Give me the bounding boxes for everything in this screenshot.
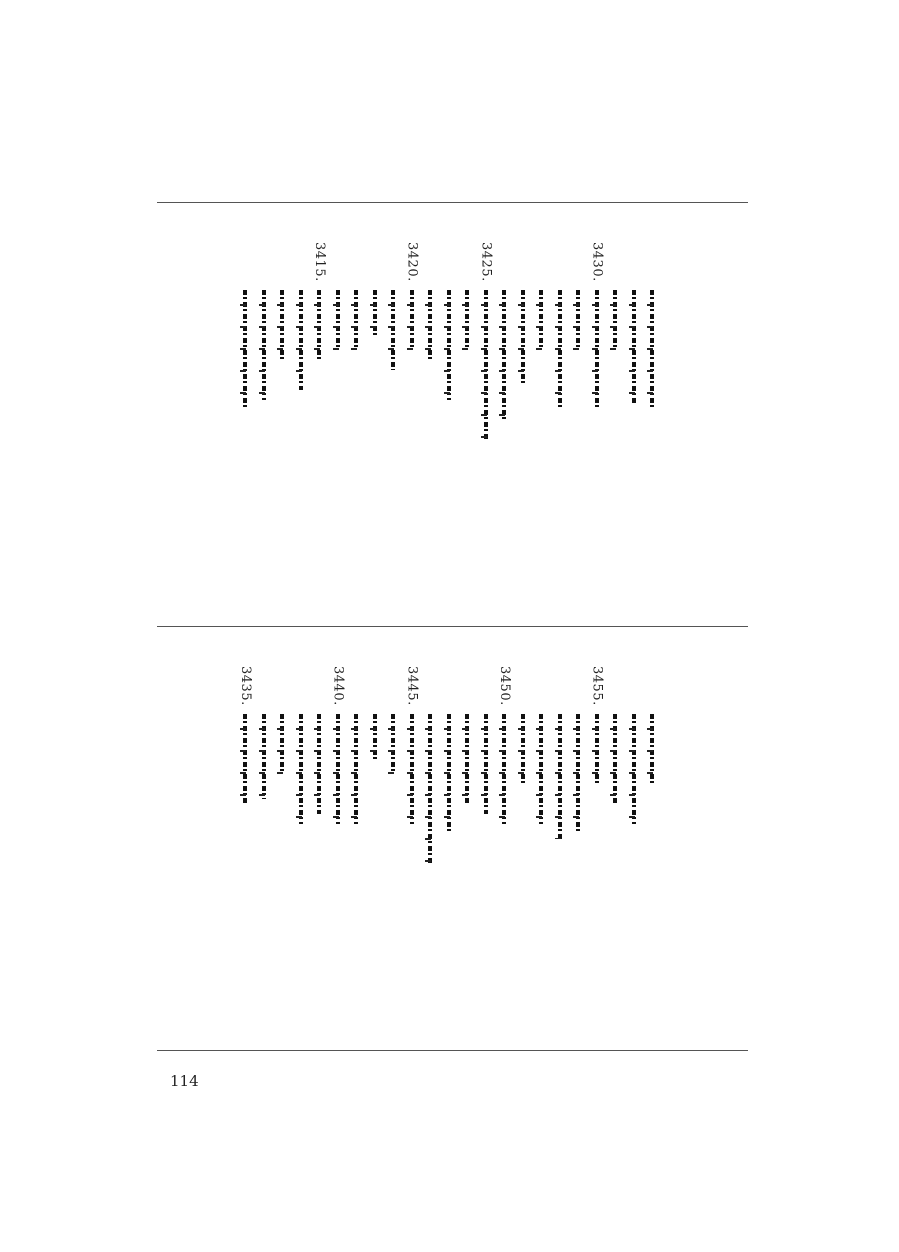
- verse-line: [311, 666, 327, 1026]
- line-number: 3425.: [478, 242, 494, 282]
- verse-line: [589, 242, 605, 602]
- script-stroke: [647, 714, 653, 784]
- verse-line: [256, 666, 272, 1026]
- script-stroke: [388, 714, 394, 774]
- script-stroke: [277, 714, 283, 774]
- line-number: 3420.: [404, 242, 420, 282]
- script-stroke: [629, 290, 635, 405]
- line-number: 3435.: [238, 666, 253, 706]
- script-stroke: [333, 714, 339, 824]
- line-number: 3455.: [589, 666, 605, 706]
- verse-line: [274, 242, 290, 602]
- script-stroke: [425, 290, 431, 360]
- verse-line: [293, 242, 309, 602]
- verse-line: [422, 666, 438, 1026]
- verse-line: [237, 242, 253, 602]
- top-rule: [157, 202, 748, 203]
- verse-line: [404, 666, 420, 1026]
- verse-line: [441, 666, 457, 1026]
- upper-verse-block: [157, 242, 748, 602]
- script-stroke: [555, 714, 561, 839]
- verse-line: [589, 666, 605, 1026]
- verse-line: [533, 666, 549, 1026]
- verse-line: [644, 242, 660, 602]
- script-stroke: [555, 290, 561, 410]
- script-stroke: [370, 714, 376, 759]
- lower-verse-block: [157, 666, 748, 1026]
- verse-line: [293, 666, 309, 1026]
- script-stroke: [314, 290, 320, 360]
- script-stroke: [259, 290, 265, 400]
- verse-line: [459, 242, 475, 602]
- verse-line: [496, 666, 512, 1026]
- script-stroke: [499, 290, 505, 420]
- verse-line: [348, 242, 364, 602]
- script-stroke: [240, 290, 246, 410]
- verse-line: [441, 242, 457, 602]
- verse-line: [515, 242, 531, 602]
- verse-line: [311, 242, 327, 602]
- verse-line: [607, 242, 623, 602]
- script-stroke: [314, 714, 320, 814]
- script-stroke: [518, 714, 524, 784]
- script-stroke: [629, 714, 635, 824]
- verse-line: [367, 666, 383, 1026]
- script-stroke: [481, 714, 487, 814]
- verse-line: [570, 242, 586, 602]
- script-stroke: [259, 714, 265, 799]
- line-number: 3430.: [589, 242, 605, 282]
- verse-line: [256, 242, 272, 602]
- verse-line: [626, 242, 642, 602]
- verse-line: [385, 242, 401, 602]
- verse-line: [552, 666, 568, 1026]
- script-stroke: [462, 714, 468, 804]
- script-stroke: [444, 290, 450, 400]
- verse-line: [367, 242, 383, 602]
- verse-line: [533, 242, 549, 602]
- script-stroke: [481, 290, 487, 440]
- page-number: 114: [170, 1072, 199, 1090]
- script-stroke: [592, 290, 598, 410]
- script-stroke: [240, 714, 246, 804]
- verse-line: [626, 666, 642, 1026]
- script-stroke: [370, 290, 376, 335]
- verse-line: [552, 242, 568, 602]
- verse-line: [348, 666, 364, 1026]
- script-stroke: [407, 714, 413, 824]
- script-stroke: [333, 290, 339, 350]
- bottom-rule: [157, 1050, 748, 1051]
- script-stroke: [425, 714, 431, 864]
- script-stroke: [351, 714, 357, 824]
- script-stroke: [573, 714, 579, 834]
- verse-line: [422, 242, 438, 602]
- verse-line: [644, 666, 660, 1026]
- verse-line: [274, 666, 290, 1026]
- verse-line: [570, 666, 586, 1026]
- verse-line: [607, 666, 623, 1026]
- line-number: 3440.: [330, 666, 346, 706]
- script-stroke: [296, 290, 302, 390]
- line-number: 3445.: [404, 666, 420, 706]
- script-stroke: [518, 290, 524, 385]
- script-stroke: [592, 714, 598, 784]
- middle-rule: [157, 626, 748, 627]
- verse-line: [478, 666, 494, 1026]
- verse-line: [330, 242, 346, 602]
- script-stroke: [277, 290, 283, 360]
- script-stroke: [610, 714, 616, 804]
- verse-line: [404, 242, 420, 602]
- verse-line: [385, 666, 401, 1026]
- verse-line: [459, 666, 475, 1026]
- script-stroke: [351, 290, 357, 350]
- script-stroke: [573, 290, 579, 350]
- script-stroke: [388, 290, 394, 370]
- script-stroke: [296, 714, 302, 824]
- script-stroke: [647, 290, 653, 410]
- verse-line: [330, 666, 346, 1026]
- line-number: 3415.: [312, 242, 327, 282]
- line-number: 3450.: [497, 666, 512, 706]
- verse-line: [237, 666, 253, 1026]
- script-stroke: [499, 714, 505, 824]
- script-stroke: [444, 714, 450, 834]
- verse-line: [496, 242, 512, 602]
- script-stroke: [462, 290, 468, 350]
- verse-line: [515, 666, 531, 1026]
- script-stroke: [610, 290, 616, 350]
- script-stroke: [536, 714, 542, 824]
- script-stroke: [407, 290, 413, 350]
- script-stroke: [536, 290, 542, 350]
- verse-line: [478, 242, 494, 602]
